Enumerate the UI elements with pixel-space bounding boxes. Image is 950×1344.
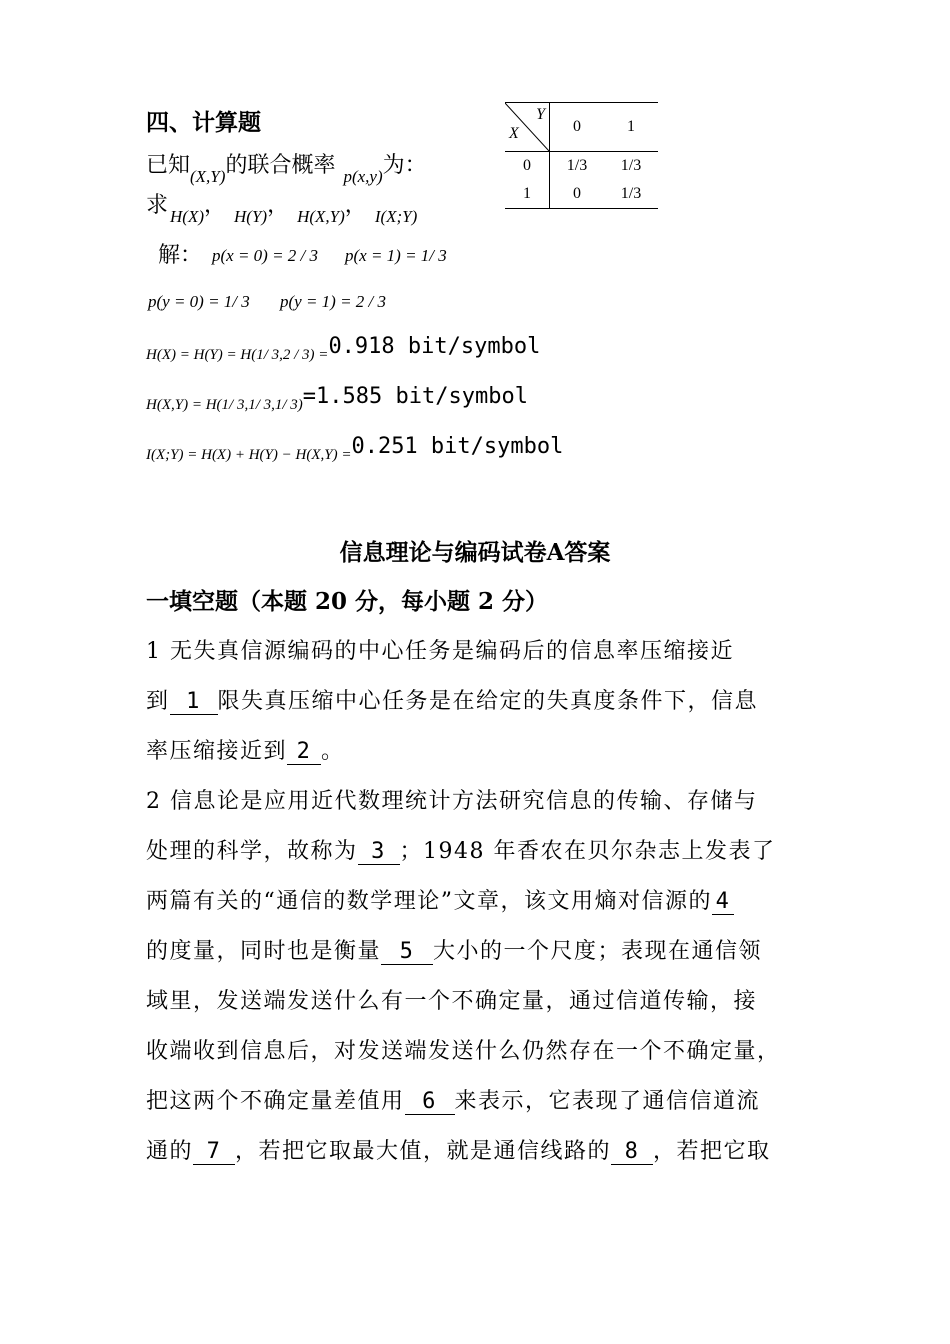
text: 到	[146, 689, 170, 714]
sep: ，	[267, 193, 290, 218]
text: 两篇有关的“通信的数学理论”文章，该文用熵对信源的	[146, 889, 712, 914]
text: 的度量，同时也是衡量	[146, 939, 382, 964]
text: 。	[321, 739, 345, 764]
table-corner	[505, 103, 550, 152]
hxy-value: =1.585 bit/symbol	[302, 384, 528, 409]
blank-4: 4	[712, 889, 734, 915]
ixy-result	[146, 434, 564, 463]
hx-symbol: H(X)	[170, 207, 204, 226]
corner-x-label: X	[509, 125, 519, 142]
col-header: 0	[550, 103, 605, 152]
py1-equation: p(y = 1) = 2 / 3	[280, 292, 387, 311]
text-line	[146, 984, 757, 1015]
text-line	[146, 1084, 760, 1115]
hxy-symbol: H(X,Y)	[297, 207, 345, 226]
text: 限失真压缩中心任务是在给定的失真度条件下，信息	[217, 689, 759, 714]
table-cell: 1/3	[566, 157, 588, 174]
joint-probability-table	[505, 102, 658, 209]
hxy-expression: H(X,Y) = H(1/ 3,1/ 3,1/ 3)	[146, 397, 303, 413]
answer-title: 信息理论与编码试卷A答案	[339, 539, 611, 566]
text: ，若把它取最大值，就是通信线路的	[235, 1139, 612, 1164]
given-mid: 的联合概率	[225, 153, 336, 178]
table-cell: 0	[550, 180, 605, 209]
solution-label: 解：	[158, 243, 203, 268]
table-row	[505, 180, 658, 209]
text-line	[146, 934, 762, 965]
text: 来表示，它表现了通信信道流	[454, 1089, 761, 1114]
text-line	[146, 734, 345, 765]
xy-symbol: (X,Y)	[190, 167, 226, 186]
py0-equation: p(y = 0) = 1/ 3	[148, 292, 250, 311]
section-heading: 四、计算题	[146, 109, 261, 136]
text: 处理的科学，故称为	[146, 839, 358, 864]
text-line	[146, 684, 758, 715]
blank-3: 3	[358, 839, 400, 865]
text-line	[146, 834, 776, 865]
text-line	[146, 634, 734, 665]
text: 域里，发送端发送什么有一个不确定量，通过信道传输，接	[146, 989, 758, 1014]
sep: ，	[204, 193, 227, 218]
hx-value: 0.918 bit/symbol	[328, 334, 541, 359]
text-line	[146, 884, 734, 915]
sep: ，	[344, 193, 367, 218]
text: 通的	[146, 1139, 194, 1164]
px0-equation: p(x = 0) = 2 / 3	[212, 246, 319, 265]
text: ；1948 年香农在贝尔杂志上发表了	[399, 839, 776, 864]
pxy-symbol: p(x,y)	[343, 167, 383, 186]
hxy-result	[146, 384, 528, 413]
table-header-row	[505, 103, 658, 152]
col-header: 1	[604, 103, 658, 152]
text-line	[146, 1134, 771, 1165]
blank-5: 5	[381, 939, 433, 965]
text: 1 无失真信源编码的中心任务是编码后的信息率压缩接近	[146, 639, 734, 664]
blank-7: 7	[193, 1139, 235, 1165]
text-line	[146, 1034, 781, 1065]
ask-prefix: 求	[146, 193, 169, 218]
table-cell: 1/3	[620, 157, 642, 174]
row-label: 1	[505, 180, 550, 209]
corner-y-label: Y	[536, 106, 545, 123]
table-cell: 1/3	[604, 180, 658, 209]
hx-result	[146, 334, 541, 363]
ixy-value: 0.251 bit/symbol	[351, 434, 564, 459]
table-row	[505, 152, 658, 181]
px1-equation: p(x = 1) = 1/ 3	[345, 246, 447, 265]
ixy-symbol: I(X;Y)	[374, 207, 418, 226]
text: 2 信息论是应用近代数理统计方法研究信息的传输、存储与	[146, 789, 758, 814]
text-line	[146, 784, 758, 815]
blank-6: 6	[405, 1089, 455, 1115]
blank-1: 1	[170, 689, 218, 715]
given-statement	[146, 148, 427, 186]
text: 率压缩接近到	[146, 739, 288, 764]
blank-2: 2	[287, 739, 321, 765]
hy-symbol: H(Y)	[234, 207, 268, 226]
text: ，若把它取	[653, 1139, 771, 1164]
blank-8: 8	[611, 1139, 653, 1165]
text: 把这两个不确定量差值用	[146, 1089, 405, 1114]
ask-statement	[146, 188, 418, 226]
given-prefix: 已知	[146, 153, 191, 178]
row-label: 0	[505, 152, 550, 181]
section1-heading: 一填空题（本题 20 分，每小题 2 分）	[146, 588, 549, 615]
hx-expression: H(X) = H(Y) = H(1/ 3,2 / 3) =	[146, 347, 329, 363]
text: 收端收到信息后，对发送端发送什么仍然存在一个不确定量，	[146, 1039, 781, 1064]
ixy-expression: I(X;Y) = H(X) + H(Y) − H(X,Y) =	[146, 447, 352, 463]
given-suffix: 为：	[382, 153, 427, 178]
text: 大小的一个尺度；表现在通信领	[433, 939, 763, 964]
